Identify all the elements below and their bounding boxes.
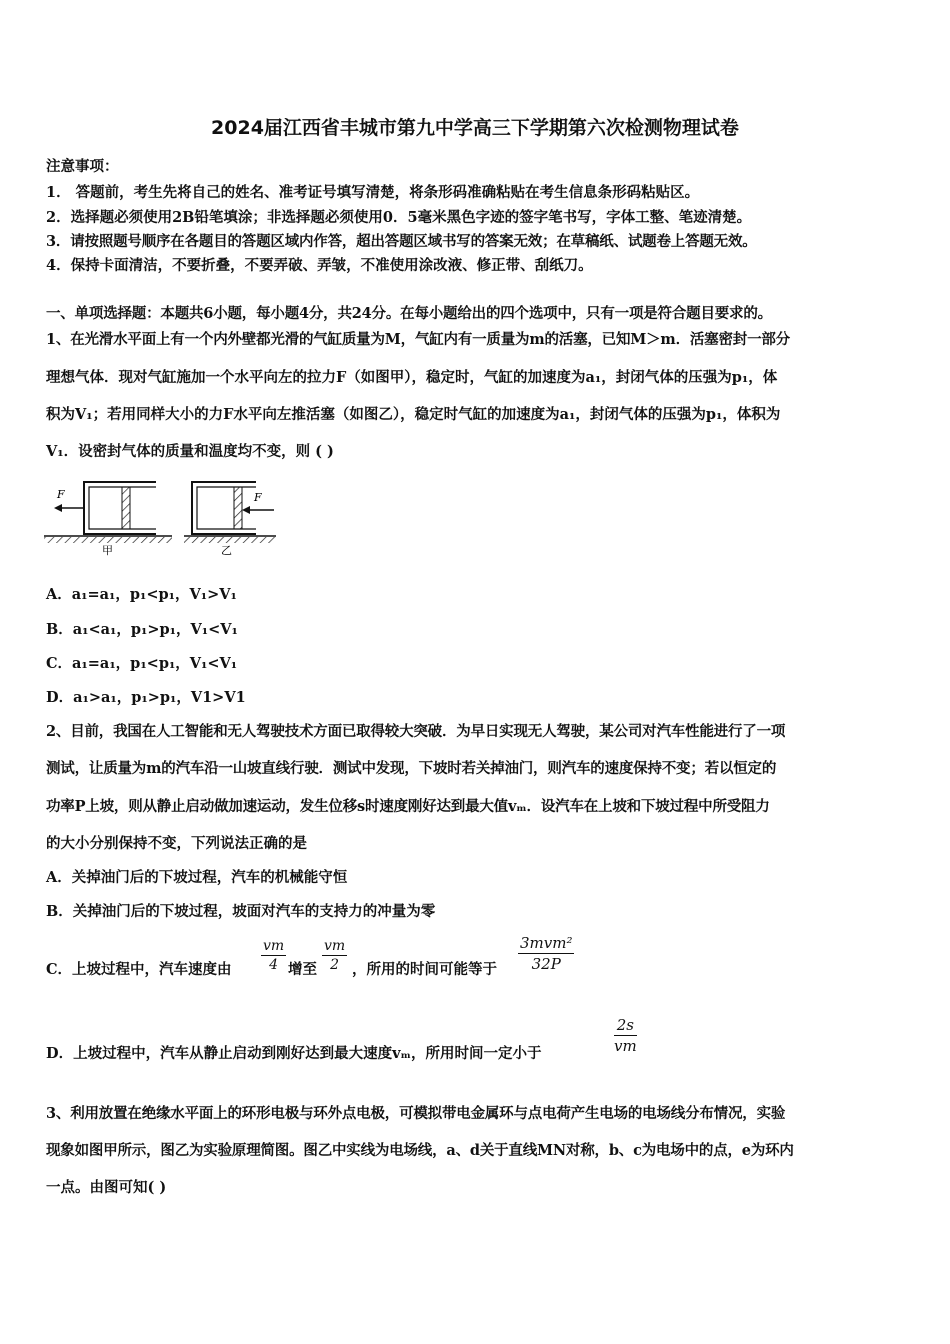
notice-item-3: 3．请按照题号顺序在各题目的答题区域内作答，超出答题区域书写的答案无效；在草稿纸、试题卷上答题无效。 [46,233,757,250]
notice-item-4: 4．保持卡面清洁，不要折叠，不要弄破、弄皱，不准使用涂改液、修正带、刮纸刀。 [46,257,593,274]
q2-line-2: 测试，让质量为m的汽车沿一山坡直线行驶．测试中发现，下坡时若关掉油门，则汽车的速度保持不变；若以恒定的 [46,760,777,777]
q1-option-a: A．a₁=a₁，p₁<p₁，V₁>V₁ [46,586,237,603]
q2-option-d: D．上坡过程中，汽车从静止启动到刚好达到最大速度vₘ，所用时间一定小于 [46,1045,542,1062]
q2-option-a: A．关掉油门后的下坡过程，汽车的机械能守恒 [46,869,348,886]
fraction-3-denominator: 32P [531,955,561,973]
q3-line-2: 现象如图甲所示，图乙为实验原理简图。图乙中实线为电场线，a、d关于直线MN对称，b、c为电场中的点，e为环内 [46,1142,794,1159]
q2-line-3: 功率P上坡，则从静止启动做加速运动，发生位移s时速度刚好达到最大值vₘ．设汽车在上坡和下坡过程中所受阻力 [46,798,770,815]
q2-option-c-suffix: ，所用的时间可能等于 [352,961,497,978]
notice-item-2: 2．选择题必须使用2B铅笔填涂；非选择题必须使用0．5毫米黑色字迹的签字笔书写，字体工整、笔迹清楚。 [46,209,752,226]
fraction-d-denominator: vm [614,1037,637,1055]
q1-line-2: 理想气体．现对气缸施加一个水平向左的拉力F（如图甲），稳定时，气缸的加速度为a₁，封闭气体的压强为p₁，体 [46,369,778,386]
q2-line-4: 的大小分别保持不变，下列说法正确的是 [46,835,307,852]
fraction-3-numerator: 3mvm² [520,934,573,952]
force-label-right: F [254,491,262,504]
cylinder-left [84,482,156,534]
q1-line-1: 1、在光滑水平面上有一个内外壁都光滑的气缸质量为M，气缸内有一质量为m的活塞，已知M＞m．活塞密封一部分 [46,331,790,348]
q2-option-b: B．关掉油门后的下坡过程，坡面对汽车的支持力的冲量为零 [46,903,436,920]
force-arrow-left [54,504,84,512]
piston-right [234,487,242,529]
q3-line-1: 3、利用放置在绝缘水平面上的环形电极与环外点电极，可模拟带电金属环与点电荷产生电场的电场线分布情况，实验 [46,1105,786,1122]
fraction-1-numerator: vm [263,938,285,954]
q1-line-3: 积为V₁；若用同样大小的力F水平向左推活塞（如图乙），稳定时气缸的加速度为a₁，封闭气体的压强为p₁，体积为 [46,406,781,423]
piston-left [122,487,130,529]
ground-right [184,536,276,543]
fraction-2-denominator: 2 [330,957,340,973]
force-label-left: F [57,488,65,501]
q1-option-d: D．a₁>a₁，p₁>p₁，V1>V1 [46,689,246,706]
fraction-1-denominator: 4 [269,957,279,973]
fraction-d-numerator: 2s [614,1016,637,1036]
force-arrow-right [242,506,274,514]
q2-option-c-prefix: C．上坡过程中，汽车速度由 [46,961,232,978]
q1-cylinder-figure [44,470,284,560]
q1-line-4: V₁．设密封气体的质量和温度均不变，则 ( ) [46,443,334,460]
q2-option-c-fraction-1 [261,938,286,973]
q2-line-1: 2、目前，我国在人工智能和无人驾驶技术方面已取得较大突破．为早日实现无人驾驶，某公司对汽车性能进行了一项 [46,723,786,740]
caption-yi: 乙 [221,544,232,557]
page-title: 2024届江西省丰城市第九中学高三下学期第六次检测物理试卷 [211,117,739,139]
caption-jia: 甲 [102,544,113,557]
section-heading: 一、单项选择题：本题共6小题，每小题4分，共24分。在每小题给出的四个选项中，只有一项是符合题目要求的。 [46,305,772,322]
q2-option-c-fraction-2 [322,938,347,973]
notice-item-1: 1． 答题前，考生先将自己的姓名、准考证号填写清楚，将条形码准确粘贴在考生信息条形码粘贴区。 [46,184,700,201]
q1-option-b: B．a₁<a₁，p₁>p₁，V₁<V₁ [46,621,238,638]
q2-option-c-middle: 增至 [288,961,317,978]
q2-option-c-fraction-3 [518,934,574,973]
q1-option-c: C．a₁=a₁，p₁<p₁，V₁<V₁ [46,655,238,672]
ground-left [44,536,172,543]
q2-option-d-fraction [614,1016,637,1055]
fraction-2-numerator: vm [324,938,346,954]
q3-line-3: 一点。由图可知( ) [46,1179,167,1196]
notice-heading: 注意事项： [46,158,119,175]
